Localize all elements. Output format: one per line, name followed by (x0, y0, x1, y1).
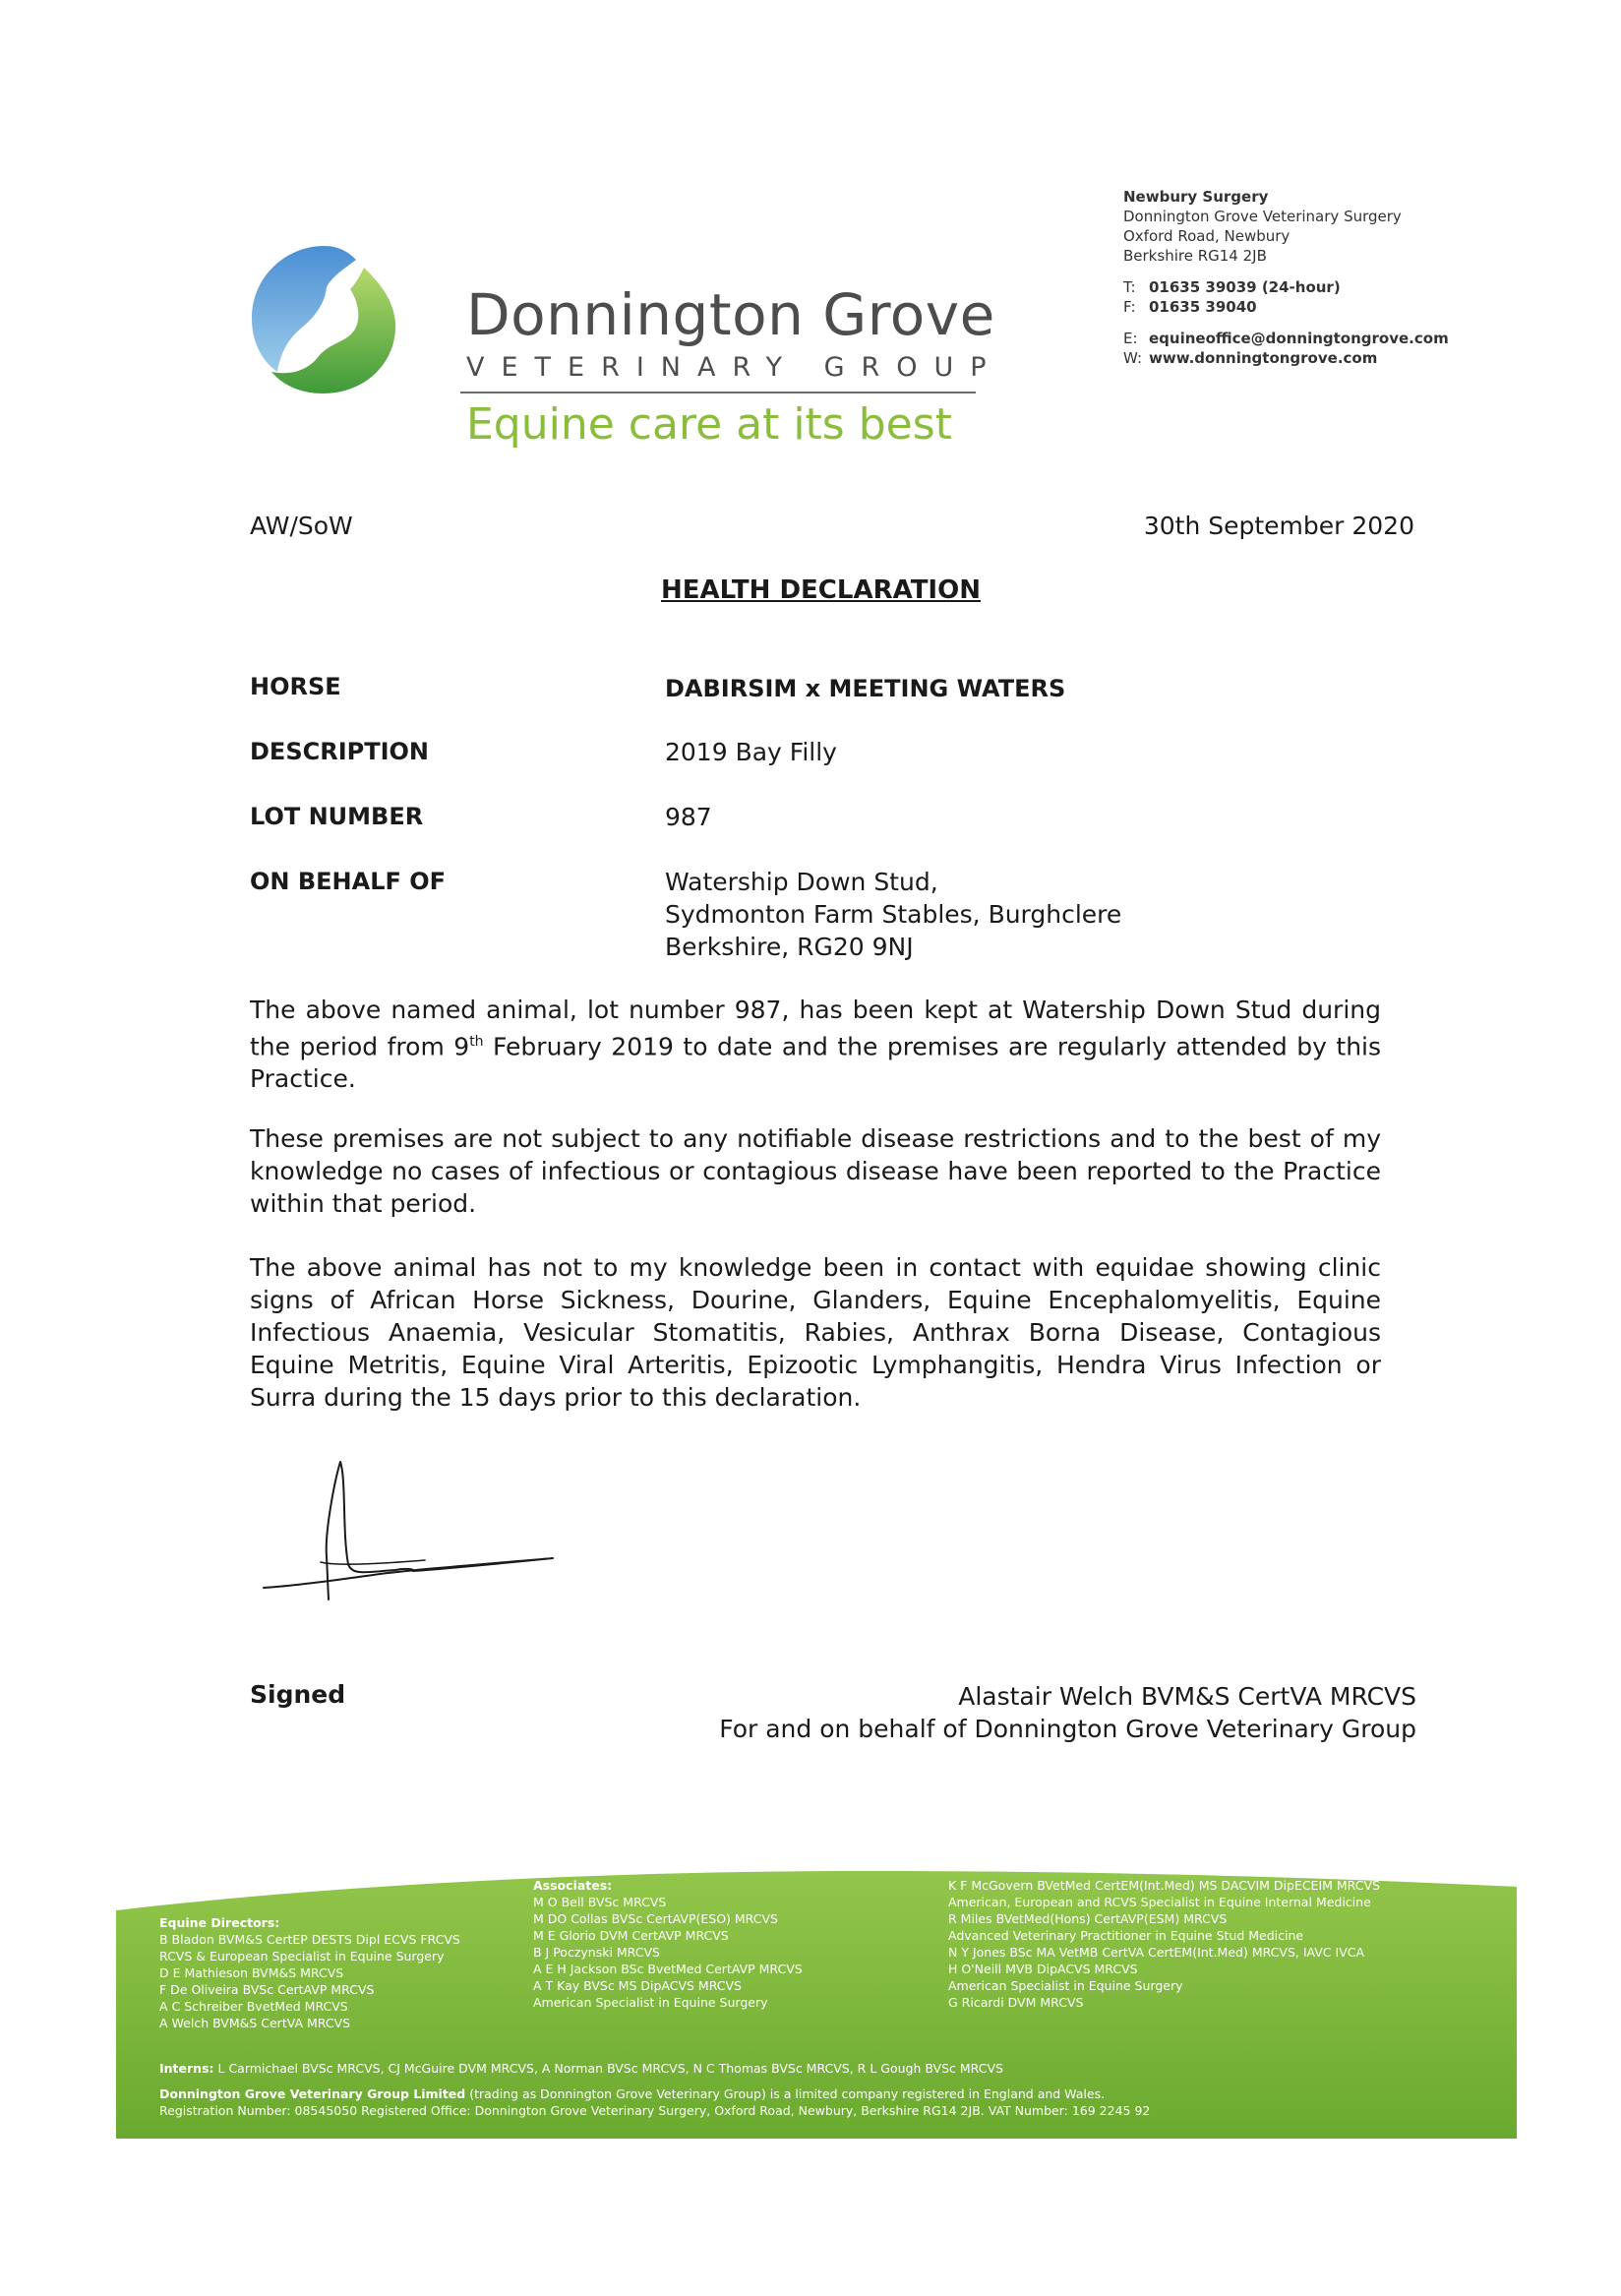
email-link[interactable]: equineoffice@donningtongrove.com (1149, 330, 1449, 347)
telephone: 01635 39039 (24-hour) (1149, 278, 1341, 296)
associate: A E H Jackson BSc BvetMed CertAVP MRCVS (533, 1962, 803, 1976)
tel-label: T: (1123, 278, 1136, 296)
horse-label: HORSE (250, 673, 341, 700)
director: D E Mathieson BVM&S MRCVS (159, 1965, 344, 1980)
document-title: HEALTH DECLARATION (661, 575, 981, 605)
lot-number-value: 987 (665, 803, 712, 831)
associates-list (533, 1877, 803, 2011)
description-value: 2019 Bay Filly (665, 738, 837, 766)
contact-block (1123, 187, 1449, 368)
associate: A T Kay BVSc MS DipACVS MRCVS (533, 1978, 742, 1993)
on-behalf-value (665, 866, 1121, 963)
description-label: DESCRIPTION (250, 738, 430, 765)
interns-line (159, 2060, 1003, 2077)
directors-list (159, 1914, 460, 2031)
address-line: Watership Down Stud, (665, 868, 938, 896)
on-behalf-label: ON BEHALF OF (250, 868, 447, 895)
specialist: American Specialist in Equine Surgery (948, 1978, 1183, 1993)
signatory-name: Alastair Welch BVM&S CertVA MRCVS (958, 1682, 1416, 1711)
brand-subtitle: VETERINARY GROUP (466, 352, 1003, 383)
signatory-behalf: For and on behalf of Donnington Grove Veterinary Group (719, 1715, 1416, 1743)
specialist: R Miles BVetMed(Hons) CertAVP(ESM) MRCVS (948, 1911, 1228, 1926)
brand-tagline: Equine care at its best (466, 399, 952, 450)
office-title: Newbury Surgery (1123, 188, 1269, 206)
company-description: (trading as Donnington Grove Veterinary Group) is a limited company registered in England and Wales. (465, 2086, 1106, 2101)
fax-label: F: (1123, 298, 1136, 316)
address-line: Donnington Grove Veterinary Surgery (1123, 208, 1402, 225)
specialist: American, European and RCVS Specialist in Equine Internal Medicine (948, 1895, 1371, 1909)
letter-date: 30th September 2020 (1143, 512, 1414, 540)
company-name: Donnington Grove Veterinary Group Limited (159, 2086, 466, 2101)
email-label: E: (1123, 330, 1138, 347)
website-link[interactable]: www.donningtongrove.com (1149, 349, 1378, 367)
associate: M O Bell BVSc MRCVS (533, 1895, 667, 1909)
web-label: W: (1123, 349, 1143, 367)
associate: B J Poczynski MRCVS (533, 1945, 660, 1960)
company-registration: Registration Number: 08545050 Registered Office: Donnington Grove Veterinary Surgery, Oxford Road, Newbury, Berkshire RG14 2JB. VAT Number: 169 2245 92 (159, 2103, 1151, 2118)
associate: American Specialist in Equine Surgery (533, 1995, 768, 2010)
reference: AW/SoW (250, 512, 353, 540)
company-info (159, 2085, 1150, 2119)
address-line: Berkshire RG14 2JB (1123, 247, 1267, 265)
paragraph-restrictions: These premises are not subject to any notifiable disease restrictions and to the best of my knowledge no cases of infectious or contagious disease have been reported to the Practice within that period. (250, 1124, 1381, 1218)
horse-head-logo (248, 240, 399, 397)
director: RCVS & European Specialist in Equine Surgery (159, 1949, 445, 1964)
interns-names: L Carmichael BVSc MRCVS, CJ McGuire DVM MRCVS, A Norman BVSc MRCVS, N C Thomas BVSc MRCVS, R L Gough BVSc MRCVS (217, 2061, 1003, 2076)
footer-banner (116, 1861, 1517, 2139)
signatory-block (630, 1680, 1416, 1745)
address-line: Oxford Road, Newbury (1123, 227, 1291, 245)
lot-number-label: LOT NUMBER (250, 803, 424, 830)
specialist: N Y Jones BSc MA VetMB CertVA CertEM(Int.Med) MRCVS, IAVC IVCA (948, 1945, 1365, 1960)
specialist: Advanced Veterinary Practitioner in Equine Stud Medicine (948, 1928, 1304, 1943)
handwritten-signature (258, 1454, 631, 1611)
director: F De Oliveira BVSc CertAVP MRCVS (159, 1982, 375, 1997)
directors-title: Equine Directors: (159, 1915, 280, 1930)
address-line: Berkshire, RG20 9NJ (665, 933, 914, 961)
horse-value: DABIRSIM x MEETING WATERS (665, 675, 1066, 702)
interns-title: Interns: (159, 2061, 214, 2076)
brand-name: Donnington Grove (466, 281, 995, 348)
director: A Welch BVM&S CertVA MRCVS (159, 2016, 351, 2030)
specialist: H O'Neill MVB DipACVS MRCVS (948, 1962, 1138, 1976)
specialists-list (948, 1877, 1380, 2011)
director: B Bladon BVM&S CertEP DESTS Dipl ECVS FRCVS (159, 1932, 460, 1947)
associates-title: Associates: (533, 1878, 613, 1893)
specialist: G Ricardi DVM MRCVS (948, 1995, 1084, 2010)
specialist: K F McGovern BVetMed CertEM(Int.Med) MS DACVIM DipECEIM MRCVS (948, 1878, 1380, 1893)
brand-divider (460, 392, 976, 393)
associate: M E Glorio DVM CertAVP MRCVS (533, 1928, 729, 1943)
fax: 01635 39040 (1149, 298, 1257, 316)
director: A C Schreiber BvetMed MRCVS (159, 1999, 348, 2014)
address-line: Sydmonton Farm Stables, Burghclere (665, 900, 1122, 929)
signed-label: Signed (250, 1680, 346, 1709)
paragraph-premises: The above named animal, lot number 987, has been kept at Watership Down Stud during the period from 9th February 2019 to date and the premises are regularly attended by this Practice. (250, 996, 1382, 1094)
paragraph-contact-declaration: The above animal has not to my knowledge been in contact with equidae showing clinic signs of African Horse Sickness, Dourine, Glanders, Equine Encephalomyelitis, Equine Infectious Anaemia, Vesicular Stomatitis, Rabies, Anthrax Borna Disease, Contagious Equine Metritis, Equine Viral Arteritis, Epizootic Lymphangitis, Hendra Virus Infection or Surra during the 15 days prior to this declaration. (250, 1253, 1381, 1412)
associate: M DO Collas BVSc CertAVP(ESO) MRCVS (533, 1911, 778, 1926)
